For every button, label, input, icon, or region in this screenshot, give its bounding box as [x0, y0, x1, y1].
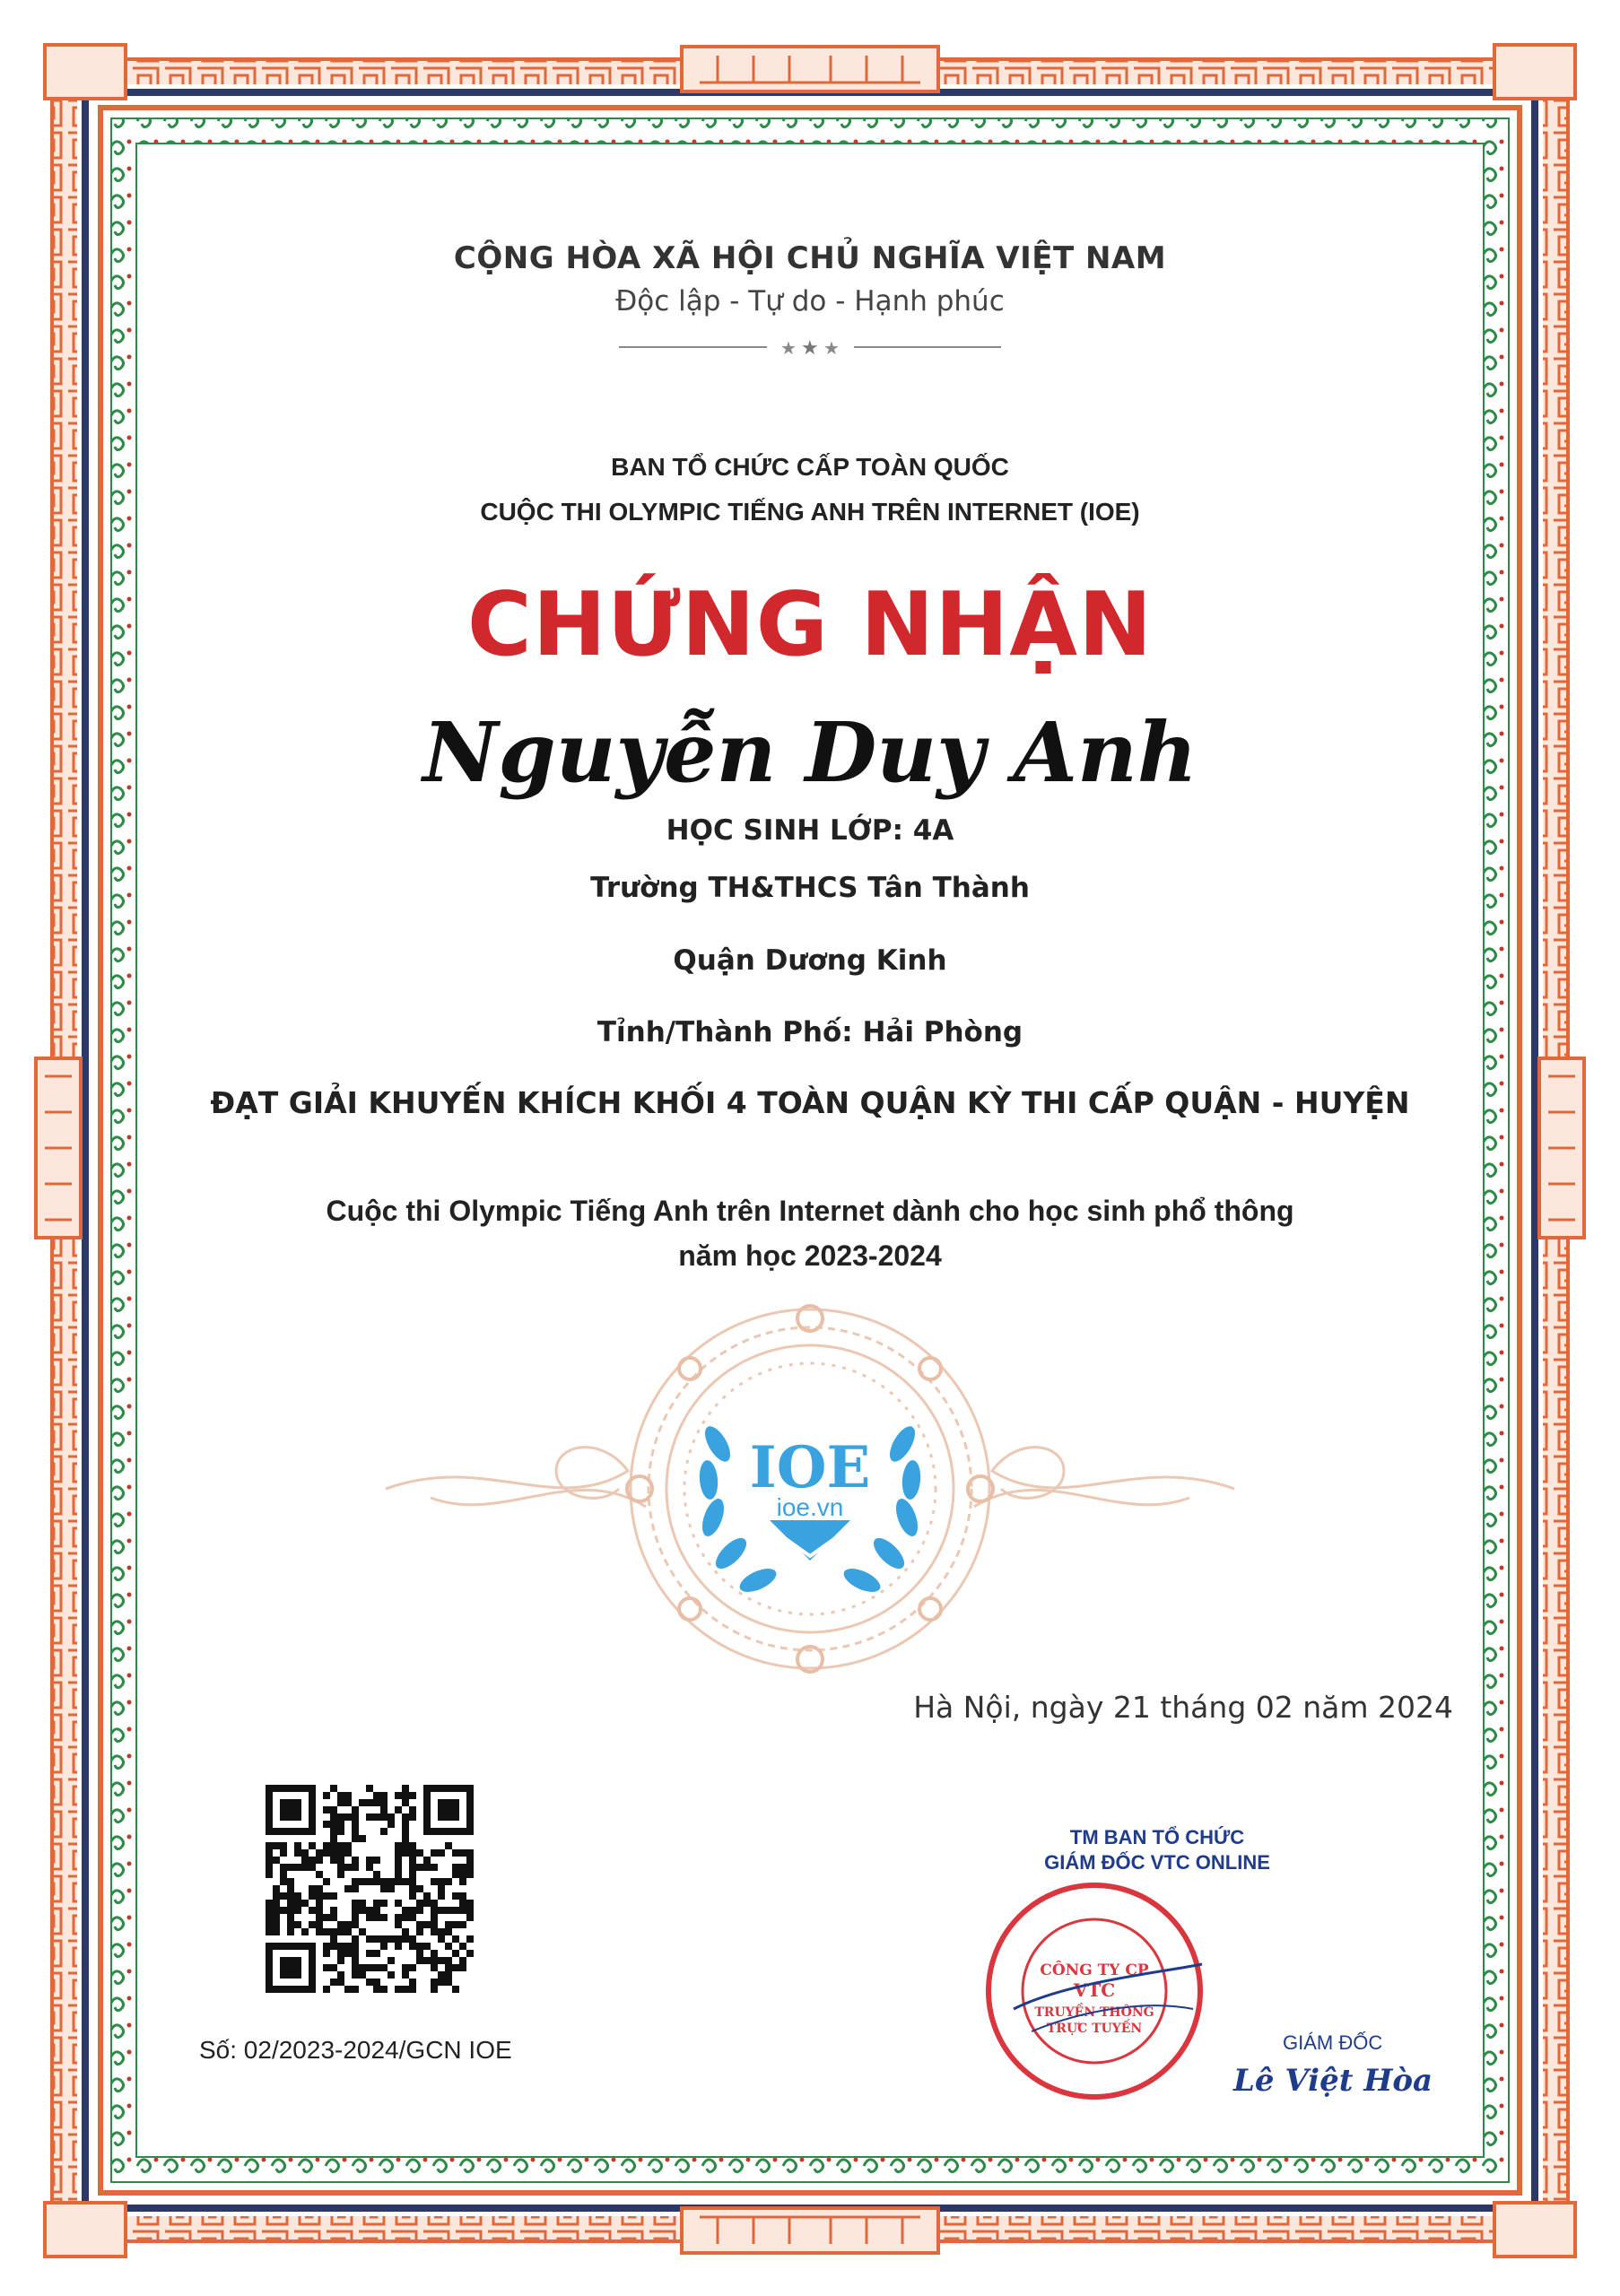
svg-text:VTC: VTC — [1073, 1979, 1116, 2001]
signer-title — [1014, 1825, 1301, 1875]
contest-line-2: năm học 2023-2024 — [678, 1239, 942, 1272]
signer-title-line-2: GIÁM ĐỐC VTC ONLINE — [1044, 1851, 1270, 1874]
national-motto: Độc lập - Tự do - Hạnh phúc — [615, 285, 1005, 317]
ioe-logo-text: IOE — [749, 1434, 871, 1501]
contest-line-1: Cuộc thi Olympic Tiếng Anh trên Internet dành cho học sinh phổ thông — [326, 1195, 1294, 1227]
svg-text:TRUYỀN THÔNG: TRUYỀN THÔNG — [1034, 2005, 1154, 2020]
recipient-district: Quận Dương Kinh — [673, 944, 947, 977]
nation-name: CỘNG HÒA XÃ HỘI CHỦ NGHĨA VIỆT NAM — [453, 240, 1167, 276]
svg-text:TRỰC TUYẾN: TRỰC TUYẾN — [1046, 2022, 1143, 2036]
award-description: ĐẠT GIẢI KHUYẾN KHÍCH KHỐI 4 TOÀN QUẬN KỲ THI CẤP QUẬN - HUYỆN — [210, 1085, 1410, 1120]
header-divider — [619, 334, 1001, 361]
recipient-province: Tỉnh/Thành Phố: Hải Phòng — [597, 1016, 1023, 1048]
signer-name: Lê Việt Hòa — [1233, 2063, 1433, 2099]
svg-text:CÔNG TY CP: CÔNG TY CP — [1040, 1961, 1149, 1979]
issue-date: Hà Nội, ngày 21 tháng 02 năm 2024 — [913, 1690, 1453, 1725]
ioe-logo-url: ioe.vn — [776, 1493, 844, 1521]
recipient-name: Nguyễn Duy Anh — [422, 704, 1198, 801]
svg-text:★: ★ — [823, 337, 840, 359]
svg-text:★: ★ — [780, 337, 797, 359]
svg-text:★: ★ — [801, 337, 819, 360]
recipient-school: Trường TH&THCS Tân Thành — [590, 872, 1030, 904]
organizer-line-2: CUỘC THI OLYMPIC TIẾNG ANH TRÊN INTERNET (IOE) — [480, 498, 1140, 526]
ioe-emblem — [377, 1292, 1243, 1686]
signer-role: GIÁM ĐỐC — [1283, 2031, 1383, 2054]
signer-title-line-1: TM BAN TỔ CHỨC — [1069, 1826, 1245, 1848]
organizer-line-1: BAN TỔ CHỨC CẤP TOÀN QUỐC — [611, 453, 1009, 481]
qr-code[interactable] — [266, 1785, 474, 1993]
document-number: Số: 02/2023-2024/GCN IOE — [199, 2036, 512, 2064]
recipient-grade: HỌC SINH LỚP: 4A — [666, 814, 954, 847]
company-stamp — [978, 1874, 1211, 2108]
certificate-title: CHỨNG NHẬN — [466, 574, 1154, 676]
